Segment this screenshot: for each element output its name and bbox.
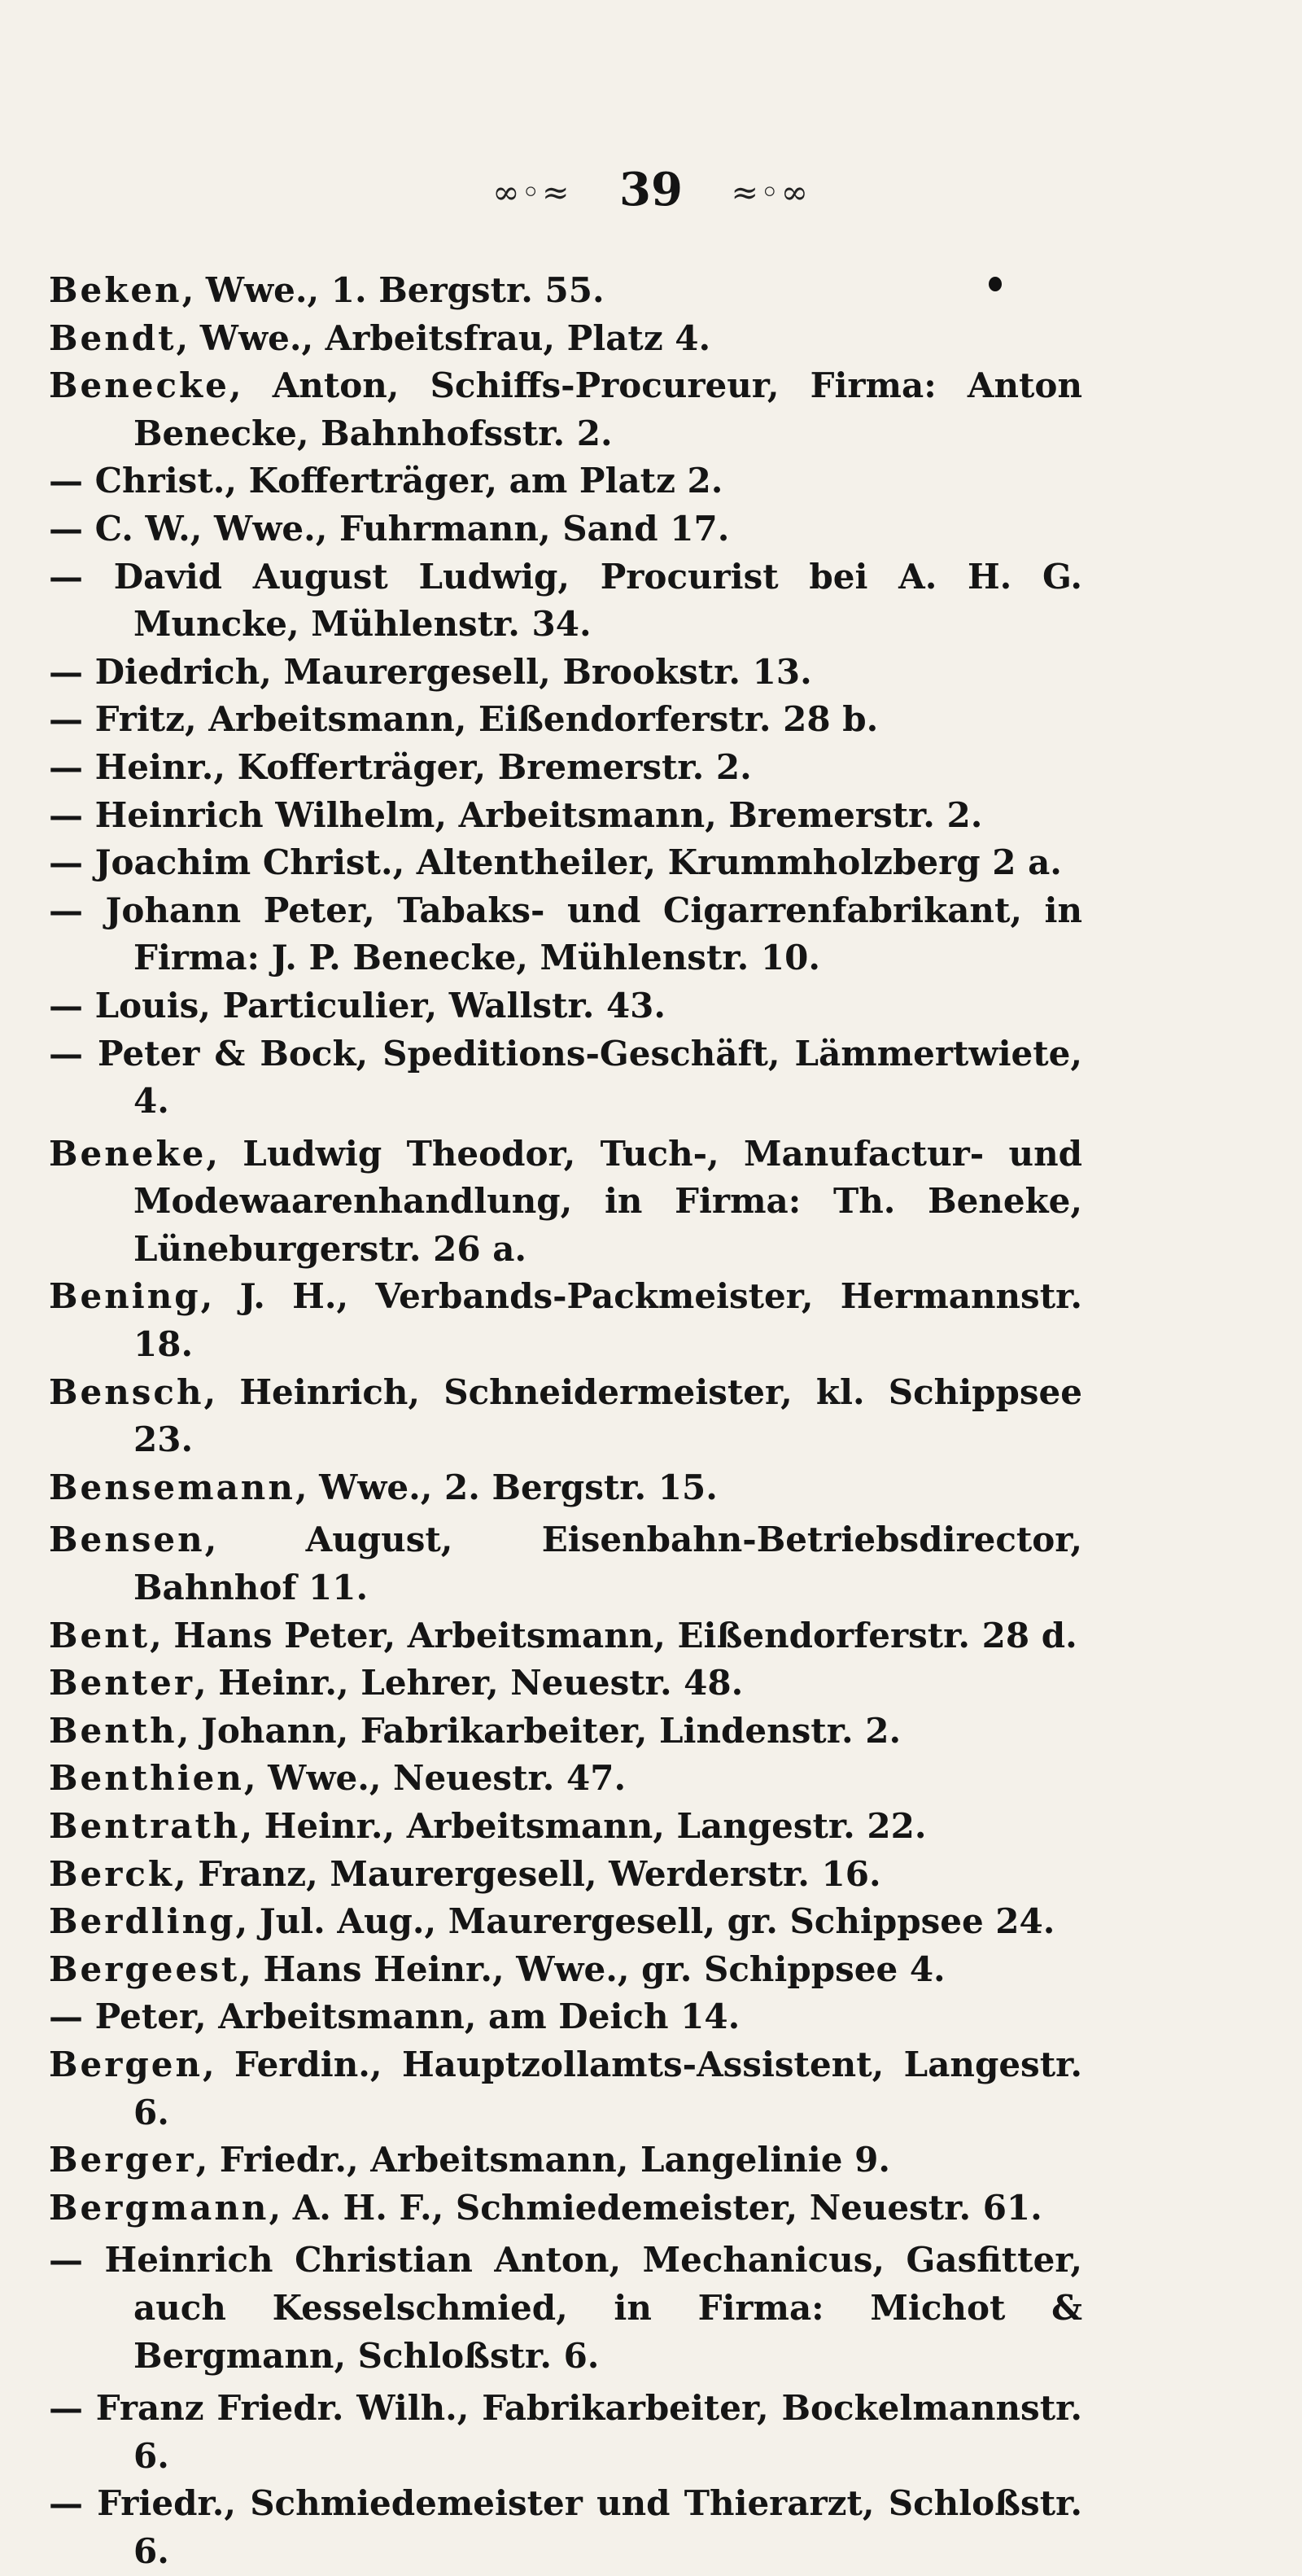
entry-text: , Hans Peter, Arbeitsmann, Eißendorferstr. 28 d. (150, 1615, 1077, 1655)
entry-text: , Heinrich, Schneidermeister, kl. Schippsee 23. (133, 1371, 1082, 1460)
entry-text: , Ludwig Theodor, Tuch-, Manufactur- und Modewaarenhandlung, in Firma: Th. Beneke, Lüneburgerstr. 26 a. (133, 1133, 1082, 1269)
entry-name: Berck (49, 1853, 175, 1894)
directory-entry (49, 2385, 1082, 2480)
entry-name: Benecke (49, 365, 229, 406)
entry-name: Bensemann (49, 1467, 295, 1507)
directory-entry (49, 649, 1082, 697)
entry-text: Heinrich Christian Anton, Mechanicus, Gasfitter, auch Kesselschmied, in Firma: Michot & Bergmann, Schloßstr. 6. (83, 2240, 1082, 2376)
entry-name: Bensen (49, 1520, 205, 1560)
entry-text: Diedrich, Maurergesell, Brookstr. 13. (83, 651, 812, 692)
entry-text: , Wwe., Arbeitsfrau, Platz 4. (176, 317, 711, 358)
directory-entry (49, 2237, 1082, 2380)
ornament-right: ≈◦∞ (731, 174, 810, 212)
entry-text: Peter, Arbeitsmann, am Deich 14. (83, 1997, 741, 2037)
entry-text: , Wwe., Neuestr. 47. (243, 1758, 627, 1799)
entry-text: Heinr., Kofferträger, Bremerstr. 2. (83, 746, 752, 787)
entry-text: Friedr., Schmiedemeister und Thierarzt, Schloßstr. 6. (83, 2483, 1082, 2571)
directory-entry (49, 1464, 1082, 1512)
entry-name: Beneke (49, 1133, 207, 1174)
entry-name: Bening (49, 1276, 201, 1317)
directory-entry (49, 1273, 1082, 1368)
entry-name: Beken (49, 270, 182, 310)
entry-dash: — (49, 508, 83, 549)
entry-dash: — (49, 985, 83, 1026)
directory-entries (49, 267, 1082, 2576)
entry-name: Berger (49, 2140, 196, 2180)
directory-entry (49, 2185, 1082, 2233)
directory-entry (49, 505, 1082, 553)
directory-entry (49, 696, 1082, 744)
entry-text: , Wwe., 2. Bergstr. 15. (295, 1467, 718, 1507)
directory-entry (49, 1516, 1082, 1612)
entry-name: Benthien (49, 1758, 244, 1799)
entry-text: , Wwe., 1. Bergstr. 55. (181, 270, 605, 310)
directory-entry (49, 2136, 1082, 2185)
directory-entry (49, 457, 1082, 505)
entry-name: Bergen (49, 2044, 203, 2084)
directory-entry (49, 1612, 1082, 1660)
entry-text: Heinrich Wilhelm, Arbeitsmann, Bremerstr. 2. (83, 794, 983, 835)
entry-dash: — (49, 890, 83, 930)
directory-entry (49, 887, 1082, 982)
entry-dash: — (49, 461, 83, 501)
entry-name: Bergmann (49, 2187, 269, 2228)
directory-entry (49, 267, 1082, 315)
directory-entry (49, 1755, 1082, 1803)
directory-entry (49, 839, 1082, 887)
directory-entry (49, 2041, 1082, 2136)
directory-entry (49, 744, 1082, 792)
directory-entry (49, 1131, 1082, 1274)
entry-dash: — (49, 2388, 83, 2429)
entry-text: , A. H. F., Schmiedemeister, Neuestr. 61. (269, 2187, 1042, 2228)
ornament-left: ∞◦≈ (492, 174, 571, 212)
entry-dash: — (49, 556, 83, 597)
entry-text: , Friedr., Arbeitsmann, Langelinie 9. (195, 2140, 890, 2180)
entry-text: , J. H., Verbands-Packmeister, Hermannstr. 18. (133, 1276, 1082, 1365)
entry-text: , Heinr., Lehrer, Neuestr. 48. (194, 1663, 744, 1703)
entry-text: Peter & Bock, Speditions-Geschäft, Lämmertwiete, 4. (83, 1033, 1082, 1122)
entry-dash: — (49, 746, 83, 787)
entry-text: , August, Eisenbahn-Betriebsdirector, Bahnhof 11. (133, 1520, 1082, 1608)
directory-entry (49, 1946, 1082, 1994)
entry-text: , Ferdin., Hauptzollamts-Assistent, Langestr. 6. (133, 2044, 1082, 2132)
directory-entry (49, 553, 1082, 649)
entry-name: Bergeest (49, 1948, 240, 1989)
entry-dash: — (49, 1033, 83, 1074)
entry-dash: — (49, 651, 83, 692)
entry-dash: — (49, 2240, 83, 2281)
entry-dash: — (49, 842, 83, 883)
entry-text: , Johann, Fabrikarbeiter, Lindenstr. 2. (177, 1710, 902, 1751)
entry-dash: — (49, 2483, 83, 2524)
directory-entry (49, 362, 1082, 457)
entry-text: Christ., Kofferträger, am Platz 2. (83, 461, 723, 501)
entry-name: Bendt (49, 317, 177, 358)
entry-name: Bent (49, 1615, 151, 1655)
entry-text: Louis, Particulier, Wallstr. 43. (83, 985, 666, 1026)
directory-entry (49, 1803, 1082, 1851)
directory-entry (49, 315, 1082, 363)
entry-text: Franz Friedr. Wilh., Fabrikarbeiter, Bockelmannstr. 6. (83, 2388, 1082, 2476)
entry-text: , Anton, Schiffs-Procureur, Firma: Anton Benecke, Bahnhofsstr. 2. (133, 365, 1082, 453)
directory-entry (49, 1851, 1082, 1899)
directory-entry (49, 1369, 1082, 1464)
entry-text: , Heinr., Arbeitsmann, Langestr. 22. (240, 1806, 927, 1846)
entry-name: Berdling (49, 1901, 236, 1942)
page-number: 39 (619, 163, 683, 216)
entry-text: Johann Peter, Tabaks- und Cigarrenfabrikant, in Firma: J. P. Benecke, Mühlenstr. 10. (83, 890, 1082, 978)
directory-entry (49, 1708, 1082, 1756)
directory-entry (49, 982, 1082, 1030)
directory-entry (49, 792, 1082, 840)
page-header (0, 163, 1302, 216)
entry-dash: — (49, 794, 83, 835)
directory-entry (49, 1993, 1082, 2041)
directory-entry (49, 1030, 1082, 1126)
entry-text: C. W., Wwe., Fuhrmann, Sand 17. (83, 508, 730, 549)
entry-name: Bensch (49, 1371, 204, 1412)
entry-text: David August Ludwig, Procurist bei A. H. G. Muncke, Mühlenstr. 34. (83, 556, 1082, 645)
entry-dash: — (49, 699, 83, 740)
entry-name: Benth (49, 1710, 177, 1751)
entry-text: , Jul. Aug., Maurergesell, gr. Schippsee 24. (235, 1901, 1055, 1942)
directory-entry (49, 2480, 1082, 2575)
entry-name: Bentrath (49, 1806, 241, 1846)
directory-entry (49, 1898, 1082, 1946)
entry-dash: — (49, 1997, 83, 2037)
entry-text: , Franz, Maurergesell, Werderstr. 16. (174, 1853, 881, 1894)
directory-entry (49, 1660, 1082, 1708)
entry-text: , Hans Heinr., Wwe., gr. Schippsee 4. (239, 1948, 946, 1989)
entry-name: Benter (49, 1663, 195, 1703)
entry-text: Joachim Christ., Altentheiler, Krummholzberg 2 a. (83, 842, 1062, 883)
entry-text: Fritz, Arbeitsmann, Eißendorferstr. 28 b. (83, 699, 879, 740)
